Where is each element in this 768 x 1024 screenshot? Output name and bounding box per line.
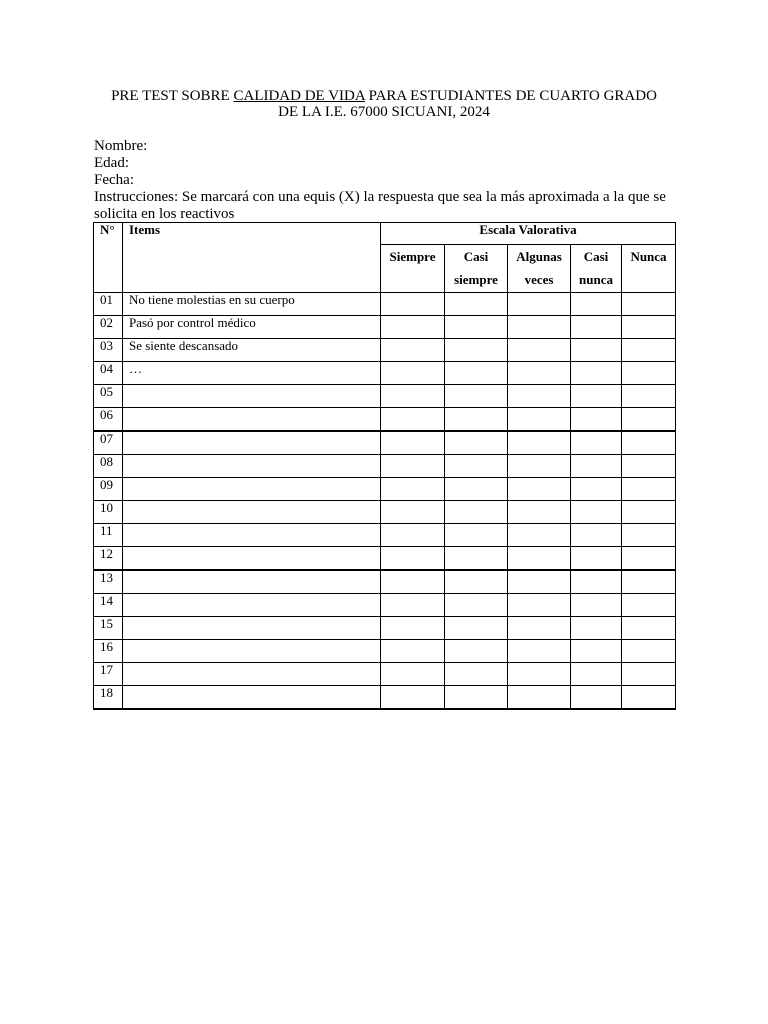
row-item-text (123, 478, 381, 501)
answer-cell[interactable] (571, 617, 622, 640)
answer-cell[interactable] (381, 617, 445, 640)
answer-cell[interactable] (622, 316, 676, 339)
table-row (94, 362, 676, 385)
answer-cell[interactable] (445, 339, 508, 362)
scale-option-header (571, 245, 622, 293)
answer-cell[interactable] (445, 547, 508, 571)
answer-cell[interactable] (622, 501, 676, 524)
row-number: 09 (94, 478, 123, 501)
document-title (94, 88, 674, 120)
row-item-text (123, 617, 381, 640)
answer-cell[interactable] (381, 339, 445, 362)
age-label: Edad: (94, 155, 129, 171)
answer-cell[interactable] (381, 408, 445, 432)
answer-cell[interactable] (622, 431, 676, 455)
row-number: 16 (94, 640, 123, 663)
answer-cell[interactable] (571, 339, 622, 362)
scale-option-header (381, 245, 445, 293)
answer-cell[interactable] (445, 501, 508, 524)
answer-cell[interactable] (508, 293, 571, 316)
answer-cell[interactable] (445, 640, 508, 663)
answer-cell[interactable] (571, 594, 622, 617)
answer-cell[interactable] (622, 547, 676, 571)
row-item-text: No tiene molestias en su cuerpo (123, 293, 381, 316)
answer-cell[interactable] (381, 455, 445, 478)
answer-cell[interactable] (508, 570, 571, 594)
title-underlined: CALIDAD DE VIDA (233, 88, 365, 104)
scale-option-line1: Nunca (630, 249, 667, 264)
answer-cell[interactable] (381, 478, 445, 501)
answer-cell[interactable] (445, 408, 508, 432)
answer-cell[interactable] (508, 431, 571, 455)
scale-option-header (445, 245, 508, 293)
scale-option-line2: nunca (579, 272, 613, 287)
row-number: 17 (94, 663, 123, 686)
table-row (94, 663, 676, 686)
row-item-text (123, 570, 381, 594)
answer-cell[interactable] (508, 339, 571, 362)
answer-cell[interactable] (445, 362, 508, 385)
answer-cell[interactable] (622, 617, 676, 640)
scale-option-header (508, 245, 571, 293)
answer-cell[interactable] (381, 385, 445, 408)
answer-cell[interactable] (381, 640, 445, 663)
title-line-1 (94, 88, 674, 104)
answer-cell[interactable] (445, 570, 508, 594)
row-item-text: … (123, 362, 381, 385)
row-item-text (123, 501, 381, 524)
row-number: 18 (94, 686, 123, 710)
table-row (94, 640, 676, 663)
table-row (94, 339, 676, 362)
answer-cell[interactable] (622, 640, 676, 663)
scale-option-line1: Algunas (516, 249, 562, 264)
answer-cell[interactable] (571, 547, 622, 571)
answer-cell[interactable] (571, 686, 622, 710)
date-label: Fecha: (94, 172, 134, 188)
answer-cell[interactable] (381, 362, 445, 385)
answer-cell[interactable] (571, 316, 622, 339)
table-row (94, 316, 676, 339)
answer-cell[interactable] (622, 362, 676, 385)
answer-cell[interactable] (508, 594, 571, 617)
table-row (94, 385, 676, 408)
answer-cell[interactable] (445, 385, 508, 408)
answer-cell[interactable] (508, 408, 571, 432)
answer-cell[interactable] (445, 478, 508, 501)
answer-cell[interactable] (622, 408, 676, 432)
row-number: 07 (94, 431, 123, 455)
title-prefix: PRE TEST SOBRE (111, 88, 234, 104)
answer-cell[interactable] (622, 524, 676, 547)
table-row (94, 455, 676, 478)
rating-scale-table (93, 222, 676, 710)
scale-option-line1: Siempre (389, 249, 436, 264)
row-number: 15 (94, 617, 123, 640)
row-item-text: Pasó por control médico (123, 316, 381, 339)
answer-cell[interactable] (508, 501, 571, 524)
answer-cell[interactable] (508, 455, 571, 478)
row-number: 11 (94, 524, 123, 547)
scale-option-line2: veces (524, 272, 554, 287)
column-items-header: Items (123, 223, 381, 293)
scale-option-header (622, 245, 676, 293)
row-number: 02 (94, 316, 123, 339)
answer-cell[interactable] (381, 293, 445, 316)
table-row (94, 431, 676, 455)
answer-cell[interactable] (508, 547, 571, 571)
row-item-text (123, 594, 381, 617)
table-row (94, 478, 676, 501)
row-item-text (123, 640, 381, 663)
answer-cell[interactable] (508, 640, 571, 663)
answer-cell[interactable] (445, 455, 508, 478)
answer-cell[interactable] (622, 663, 676, 686)
answer-cell[interactable] (445, 617, 508, 640)
answer-cell[interactable] (381, 547, 445, 571)
answer-cell[interactable] (508, 316, 571, 339)
scale-option-line1: Casi (463, 249, 489, 264)
answer-cell[interactable] (381, 524, 445, 547)
row-number: 13 (94, 570, 123, 594)
title-line-2: DE LA I.E. 67000 SICUANI, 2024 (278, 104, 490, 120)
answer-cell[interactable] (571, 408, 622, 432)
answer-cell[interactable] (622, 385, 676, 408)
answer-cell[interactable] (381, 663, 445, 686)
row-item-text (123, 547, 381, 571)
answer-cell[interactable] (571, 501, 622, 524)
answer-cell[interactable] (508, 478, 571, 501)
answer-cell[interactable] (622, 686, 676, 710)
row-item-text (123, 524, 381, 547)
name-label: Nombre: (94, 138, 148, 154)
row-number: 01 (94, 293, 123, 316)
answer-cell[interactable] (571, 362, 622, 385)
answer-cell[interactable] (571, 431, 622, 455)
answer-cell[interactable] (508, 617, 571, 640)
answer-cell[interactable] (445, 293, 508, 316)
answer-cell[interactable] (571, 640, 622, 663)
answer-cell[interactable] (381, 431, 445, 455)
answer-cell[interactable] (622, 339, 676, 362)
scale-option-line1: Casi (583, 249, 609, 264)
answer-cell[interactable] (571, 293, 622, 316)
row-number: 08 (94, 455, 123, 478)
answer-cell[interactable] (445, 686, 508, 710)
row-item-text (123, 385, 381, 408)
answer-cell[interactable] (508, 385, 571, 408)
answer-cell[interactable] (571, 524, 622, 547)
scale-title-header: Escala Valorativa (381, 223, 676, 245)
answer-cell[interactable] (508, 524, 571, 547)
answer-cell[interactable] (508, 663, 571, 686)
row-number: 05 (94, 385, 123, 408)
answer-cell[interactable] (622, 293, 676, 316)
answer-cell[interactable] (445, 594, 508, 617)
row-item-text (123, 408, 381, 432)
answer-cell[interactable] (508, 686, 571, 710)
table-row (94, 293, 676, 316)
answer-cell[interactable] (381, 570, 445, 594)
answer-cell[interactable] (508, 362, 571, 385)
table-row (94, 570, 676, 594)
row-number: 04 (94, 362, 123, 385)
answer-cell[interactable] (571, 478, 622, 501)
student-fields (94, 138, 684, 223)
table-row (94, 524, 676, 547)
row-number: 06 (94, 408, 123, 432)
answer-cell[interactable] (381, 686, 445, 710)
instructions-text: Instrucciones: Se marcará con una equis (X) la respuesta que sea la más aproximada a la que se solicita en los reactivos (94, 189, 666, 222)
column-number-header: N° (94, 223, 123, 293)
answer-cell[interactable] (622, 594, 676, 617)
row-number: 03 (94, 339, 123, 362)
row-item-text (123, 455, 381, 478)
title-suffix: PARA ESTUDIANTES DE CUARTO GRADO (364, 88, 657, 104)
table-row (94, 501, 676, 524)
row-item-text (123, 431, 381, 455)
row-number: 12 (94, 547, 123, 571)
row-item-text: Se siente descansado (123, 339, 381, 362)
row-number: 14 (94, 594, 123, 617)
answer-cell[interactable] (571, 455, 622, 478)
answer-cell[interactable] (622, 455, 676, 478)
answer-cell[interactable] (571, 385, 622, 408)
answer-cell[interactable] (445, 663, 508, 686)
answer-cell[interactable] (622, 570, 676, 594)
table-row (94, 686, 676, 710)
row-number: 10 (94, 501, 123, 524)
table-row (94, 547, 676, 571)
answer-cell[interactable] (381, 316, 445, 339)
scale-option-line2: siempre (454, 272, 498, 287)
row-item-text (123, 686, 381, 710)
answer-cell[interactable] (381, 501, 445, 524)
answer-cell[interactable] (571, 663, 622, 686)
answer-cell[interactable] (445, 431, 508, 455)
answer-cell[interactable] (445, 316, 508, 339)
row-item-text (123, 663, 381, 686)
table-row (94, 408, 676, 432)
table-row (94, 594, 676, 617)
table-row (94, 617, 676, 640)
answer-cell[interactable] (622, 478, 676, 501)
answer-cell[interactable] (445, 524, 508, 547)
answer-cell[interactable] (381, 594, 445, 617)
answer-cell[interactable] (571, 570, 622, 594)
